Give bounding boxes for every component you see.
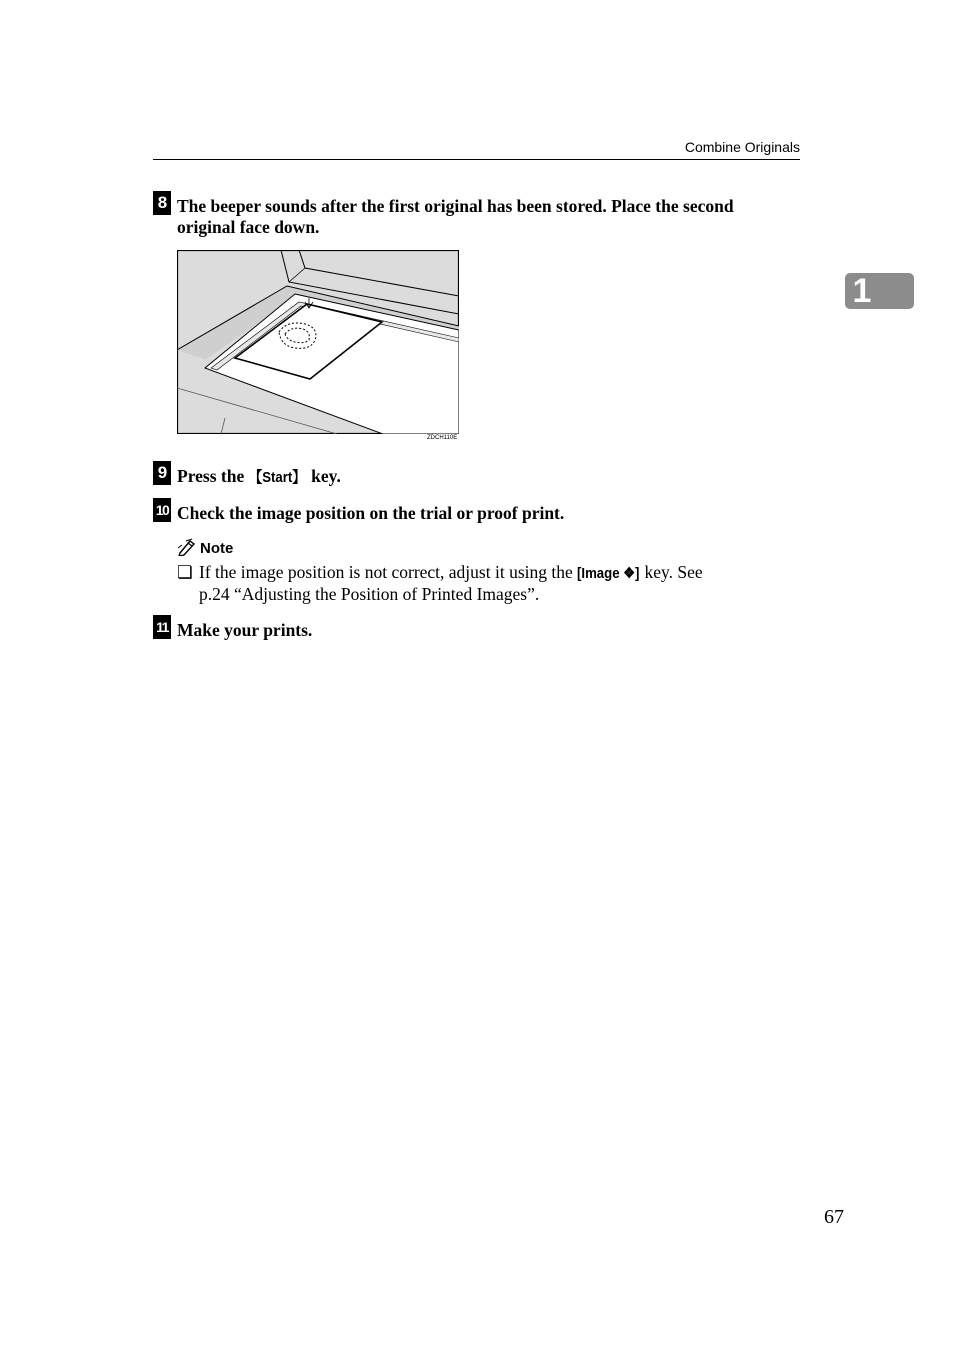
step-9-text — [177, 466, 341, 488]
copier-glass-illustration — [177, 250, 459, 434]
step-9-text-after: key. — [306, 466, 341, 486]
note-line-1 — [199, 562, 800, 584]
chapter-tab — [845, 273, 914, 309]
note-text — [199, 562, 800, 605]
running-header: Combine Originals — [684, 139, 800, 155]
pencil-icon — [177, 538, 197, 556]
step-8-line-1: The beeper sounds after the first original has been stored. Place the second — [177, 196, 734, 216]
image-key-label: [Image ❖] — [577, 565, 640, 582]
note-line-1-after: key. See — [640, 562, 703, 582]
chapter-number: 1 — [852, 272, 872, 310]
step-8-text — [177, 196, 807, 238]
step-number-10: 10 — [153, 498, 171, 522]
note-bullet: ❏ — [177, 562, 193, 582]
step-11-text: Make your prints. — [177, 620, 313, 640]
step-number-11: 11 — [153, 615, 171, 639]
step-8-line-2: original face down. — [177, 217, 320, 237]
step-9-text-before: Press the — [177, 466, 249, 486]
step-number-8: 8 — [153, 191, 171, 215]
note-line-2: p.24 “Adjusting the Position of Printed Images”. — [199, 584, 540, 604]
step-10-text: Check the image position on the trial or proof print. — [177, 503, 565, 523]
note-line-1-before: If the image position is not correct, adjust it using the — [199, 562, 578, 582]
illustration-caption: ZDCH110E — [427, 435, 458, 441]
start-key-label: 【Start】 — [248, 469, 306, 486]
note-title: Note — [200, 540, 234, 557]
header-rule — [153, 159, 800, 160]
page-number: 67 — [824, 1206, 844, 1228]
step-number-9: 9 — [153, 461, 171, 485]
